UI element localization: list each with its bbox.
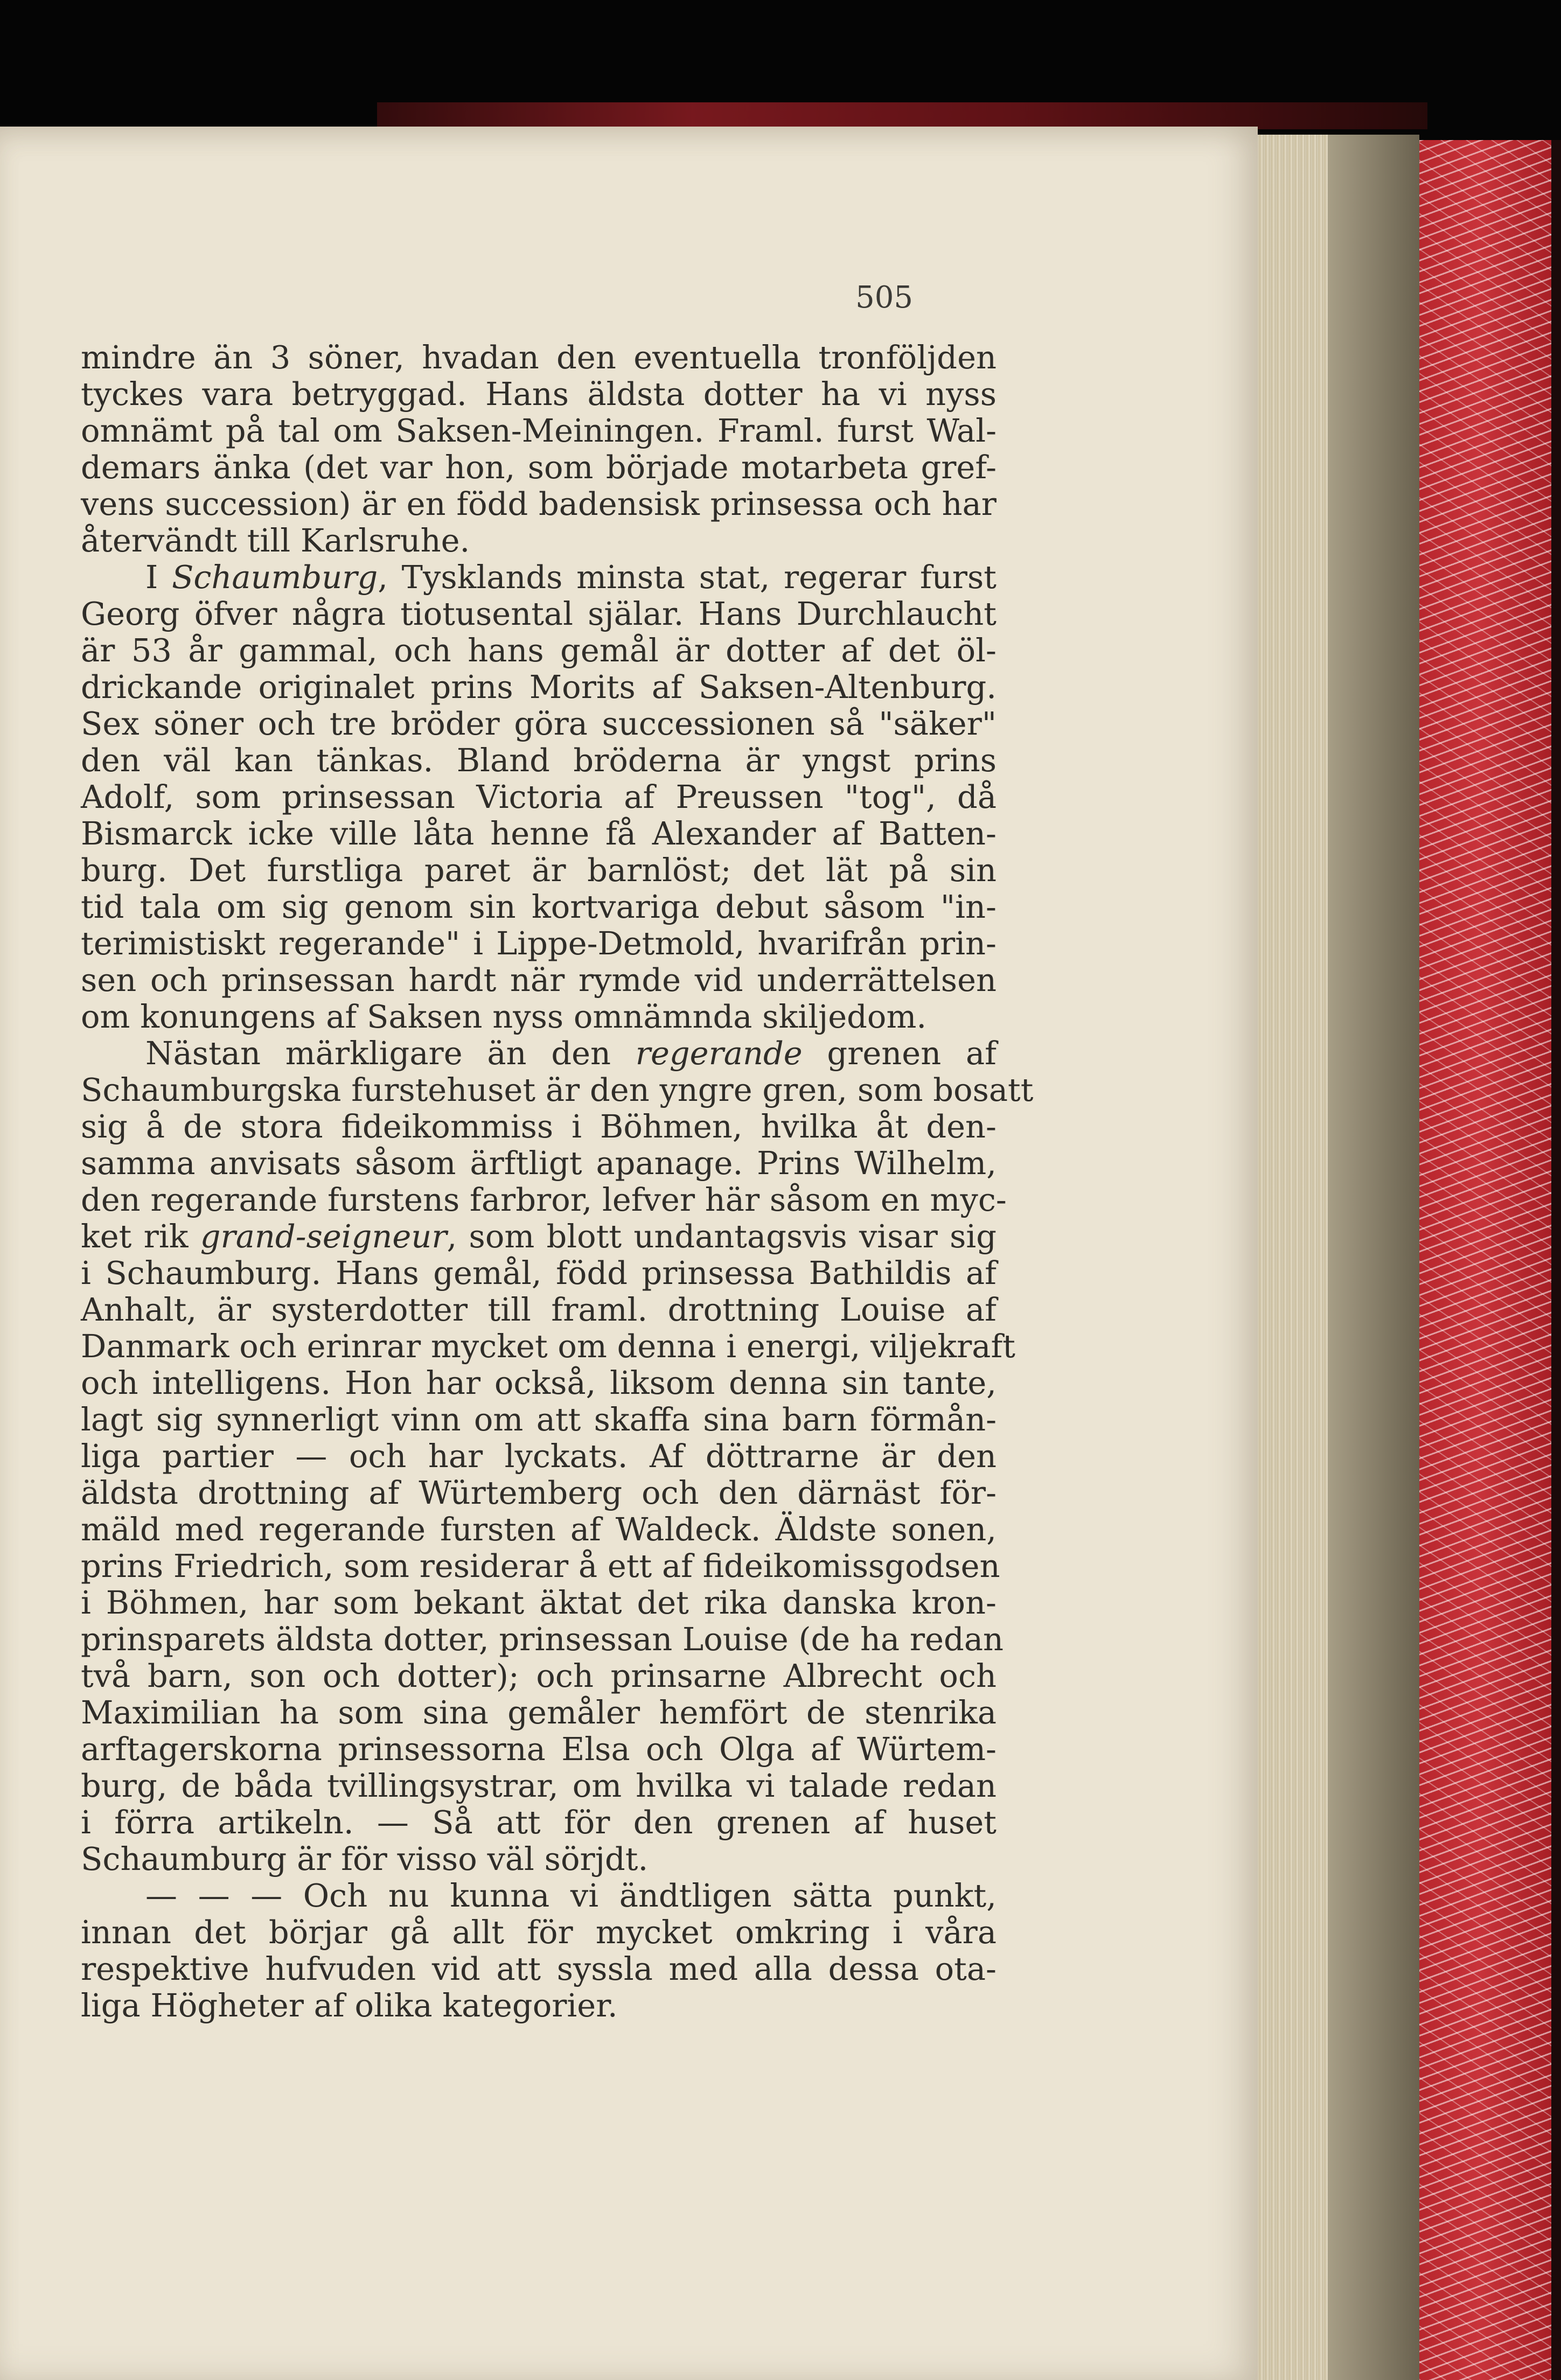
text-line (81, 1181, 1007, 1218)
text-line-content: mäld med regerande fursten af Waldeck. Äldste sonen, (81, 1511, 996, 1548)
text-line (81, 1731, 996, 1768)
text-line-content: återvändt till Karlsruhe. (81, 522, 470, 559)
text-line (81, 1365, 996, 1401)
text-line-content: innan det börjar gå allt för mycket omkring i våra (81, 1914, 996, 1951)
text-line (81, 1768, 996, 1804)
text-line-content: Schaumburg är för visso väl sörjdt. (81, 1840, 649, 1878)
text-line-content: Danmark och erinrar mycket om denna i energi, viljekraft (81, 1328, 1015, 1365)
text-line (81, 1621, 1003, 1658)
text-line (81, 962, 996, 999)
text-line (81, 1841, 996, 1878)
text-line-content: två barn, son och dotter); och prinsarne Albrecht och (81, 1657, 996, 1694)
text-line-content: den väl kan tänkas. Bland bröderna är yngst prins (81, 742, 996, 779)
text-line-content: Maximilian ha som sina gemåler hemfört de stenrika (81, 1694, 996, 1731)
text-line (81, 1108, 996, 1145)
text-line (81, 376, 996, 413)
text-line (81, 852, 996, 889)
text-line-content: och intelligens. Hon har också, liksom denna sin tante, (81, 1364, 996, 1401)
text-line-content: — — — Och nu kunna vi ändtligen sätta punkt, (145, 1877, 996, 1914)
text-line-content: äldsta drottning af Würtemberg och den därnäst för- (81, 1474, 996, 1511)
text-line-content: Georg öfver några tiotusental själar. Hans Durchlaucht (81, 595, 996, 632)
text-line-content: prinsparets äldsta dotter, prinsessan Louise (de ha redan (81, 1621, 1003, 1658)
text-line (81, 449, 996, 486)
italic-term: Schaumburg (171, 559, 378, 596)
text-line-content: vens succession) är en född badensisk prinsessa och har (81, 485, 996, 522)
text-line-content: demars änka (det var hon, som började motarbeta gref- (81, 449, 996, 486)
text-line (81, 339, 996, 376)
page-number: 505 (855, 280, 913, 315)
text-line-content: lagt sig synnerligt vinn om att skaffa sina barn förmån- (81, 1401, 996, 1438)
text-line-content: liga partier — och har lyckats. Af döttrarne är den (81, 1437, 996, 1475)
text-line-content: sen och prinsessan hardt när rymde vid underrättelsen (81, 961, 996, 999)
text-line (81, 413, 996, 449)
italic-term: regerande (635, 1035, 803, 1072)
text-line-content: Bismarck icke ville låta henne få Alexander af Batten- (81, 815, 996, 852)
text-line-content: drickande originalet prins Morits af Saksen-Altenburg. (81, 668, 996, 706)
text-line-content: , Tysklands minsta stat, regerar furst (378, 559, 996, 596)
text-line-content: arftagerskorna prinsessorna Elsa och Olga af Würtem- (81, 1730, 996, 1768)
page-leaves-edge (1258, 135, 1328, 2380)
text-line (81, 779, 996, 815)
text-line-content: Sex söner och tre bröder göra successionen så "säker" (81, 705, 996, 742)
text-line (81, 1438, 996, 1475)
text-line-content: om konungens af Saksen nyss omnämnda skiljedom. (81, 998, 927, 1035)
text-line-content: Adolf, som prinsessan Victoria af Preussen "tog", då (81, 778, 996, 815)
text-line (81, 742, 996, 779)
text-line (81, 1071, 1034, 1108)
text-line (81, 669, 996, 706)
text-line-content: Anhalt, är systerdotter till framl. drottning Louise af (81, 1291, 996, 1328)
text-line (81, 1475, 996, 1511)
text-line-content: tid tala om sig genom sin kortvariga debut såsom "in- (81, 888, 996, 925)
text-line-content: i förra artikeln. — Så att för den grenen af huset (81, 1804, 996, 1841)
text-line (81, 1035, 996, 1072)
text-line-content: terimistiskt regerande" i Lippe-Detmold, hvarifrån prin- (81, 925, 996, 962)
text-line-content: den regerande furstens farbror, lefver här såsom en myc- (81, 1181, 1007, 1218)
text-line-content: i Schaumburg. Hans gemål, född prinsessa Bathildis af (81, 1254, 996, 1292)
text-line-content: , som blott undantagsvis visar sig (447, 1218, 996, 1255)
text-line-content: burg. Det furstliga paret är barnlöst; det lät på sin (81, 852, 996, 889)
text-line (81, 1694, 996, 1731)
text-line-content: burg, de båda tvillingsystrar, om hvilka vi talade redan (81, 1767, 996, 1804)
text-line-content: är 53 år gammal, och hans gemål är dotter af det öl- (81, 632, 996, 669)
text-line (81, 1547, 1000, 1585)
text-line-content: sig å de stora fideikommiss i Böhmen, hvilka åt den- (81, 1108, 996, 1145)
text-line (81, 486, 996, 522)
text-line (81, 925, 996, 962)
text-line (81, 706, 996, 742)
text-line-lead: I (145, 559, 172, 596)
text-line-content: Schaumburgska furstehuset är den yngre gren, som bosatt (81, 1071, 1034, 1108)
text-line (81, 1585, 996, 1621)
text-line (81, 1804, 996, 1841)
text-line-content: i Böhmen, har som bekant äktat det rika danska kron- (81, 1584, 996, 1621)
text-line (81, 1878, 996, 1914)
text-line (81, 1987, 996, 2024)
text-line-content: mindre än 3 söner, hvadan den eventuella tronföljden (81, 339, 996, 376)
italic-term: grand-seigneur (200, 1218, 447, 1255)
text-line-content: tyckes vara betryggad. Hans äldsta dotter ha vi nyss (81, 375, 996, 413)
text-line (81, 1292, 996, 1328)
text-line (81, 1218, 996, 1255)
body-text (81, 339, 1034, 2024)
text-line-content: samma anvisats såsom ärftligt apanage. Prins Wilhelm, (81, 1144, 996, 1182)
text-line-lead: ket rik (81, 1218, 200, 1255)
book-block-shadow (1328, 135, 1419, 2380)
text-line-content: prins Friedrich, som residerar å ett af fideikomissgodsen (81, 1547, 1000, 1585)
text-line (81, 1511, 996, 1548)
text-line (81, 1145, 996, 1182)
text-line (81, 1914, 996, 1951)
text-line-content: grenen af (802, 1035, 997, 1072)
marbled-book-edge (1419, 140, 1551, 2380)
text-line (81, 1951, 996, 1987)
text-line (81, 1658, 996, 1694)
text-line (81, 815, 996, 852)
text-line (81, 1328, 1015, 1365)
text-line-content: liga Högheter af olika kategorier. (81, 1987, 618, 2024)
book-cover-edge (1551, 140, 1561, 2380)
text-line (81, 559, 996, 596)
text-line (81, 1255, 996, 1292)
text-line (81, 632, 996, 669)
text-line (81, 889, 996, 925)
text-line-content: respektive hufvuden vid att syssla med alla dessa ota- (81, 1950, 996, 1987)
text-line (81, 596, 996, 632)
text-line (81, 522, 996, 559)
text-line (81, 1401, 996, 1438)
text-line-lead: Nästan märkligare än den (145, 1035, 636, 1072)
text-line (81, 999, 996, 1035)
text-line-content: omnämt på tal om Saksen-Meiningen. Framl. furst Wal- (81, 412, 996, 449)
top-book-edge (377, 102, 1427, 129)
